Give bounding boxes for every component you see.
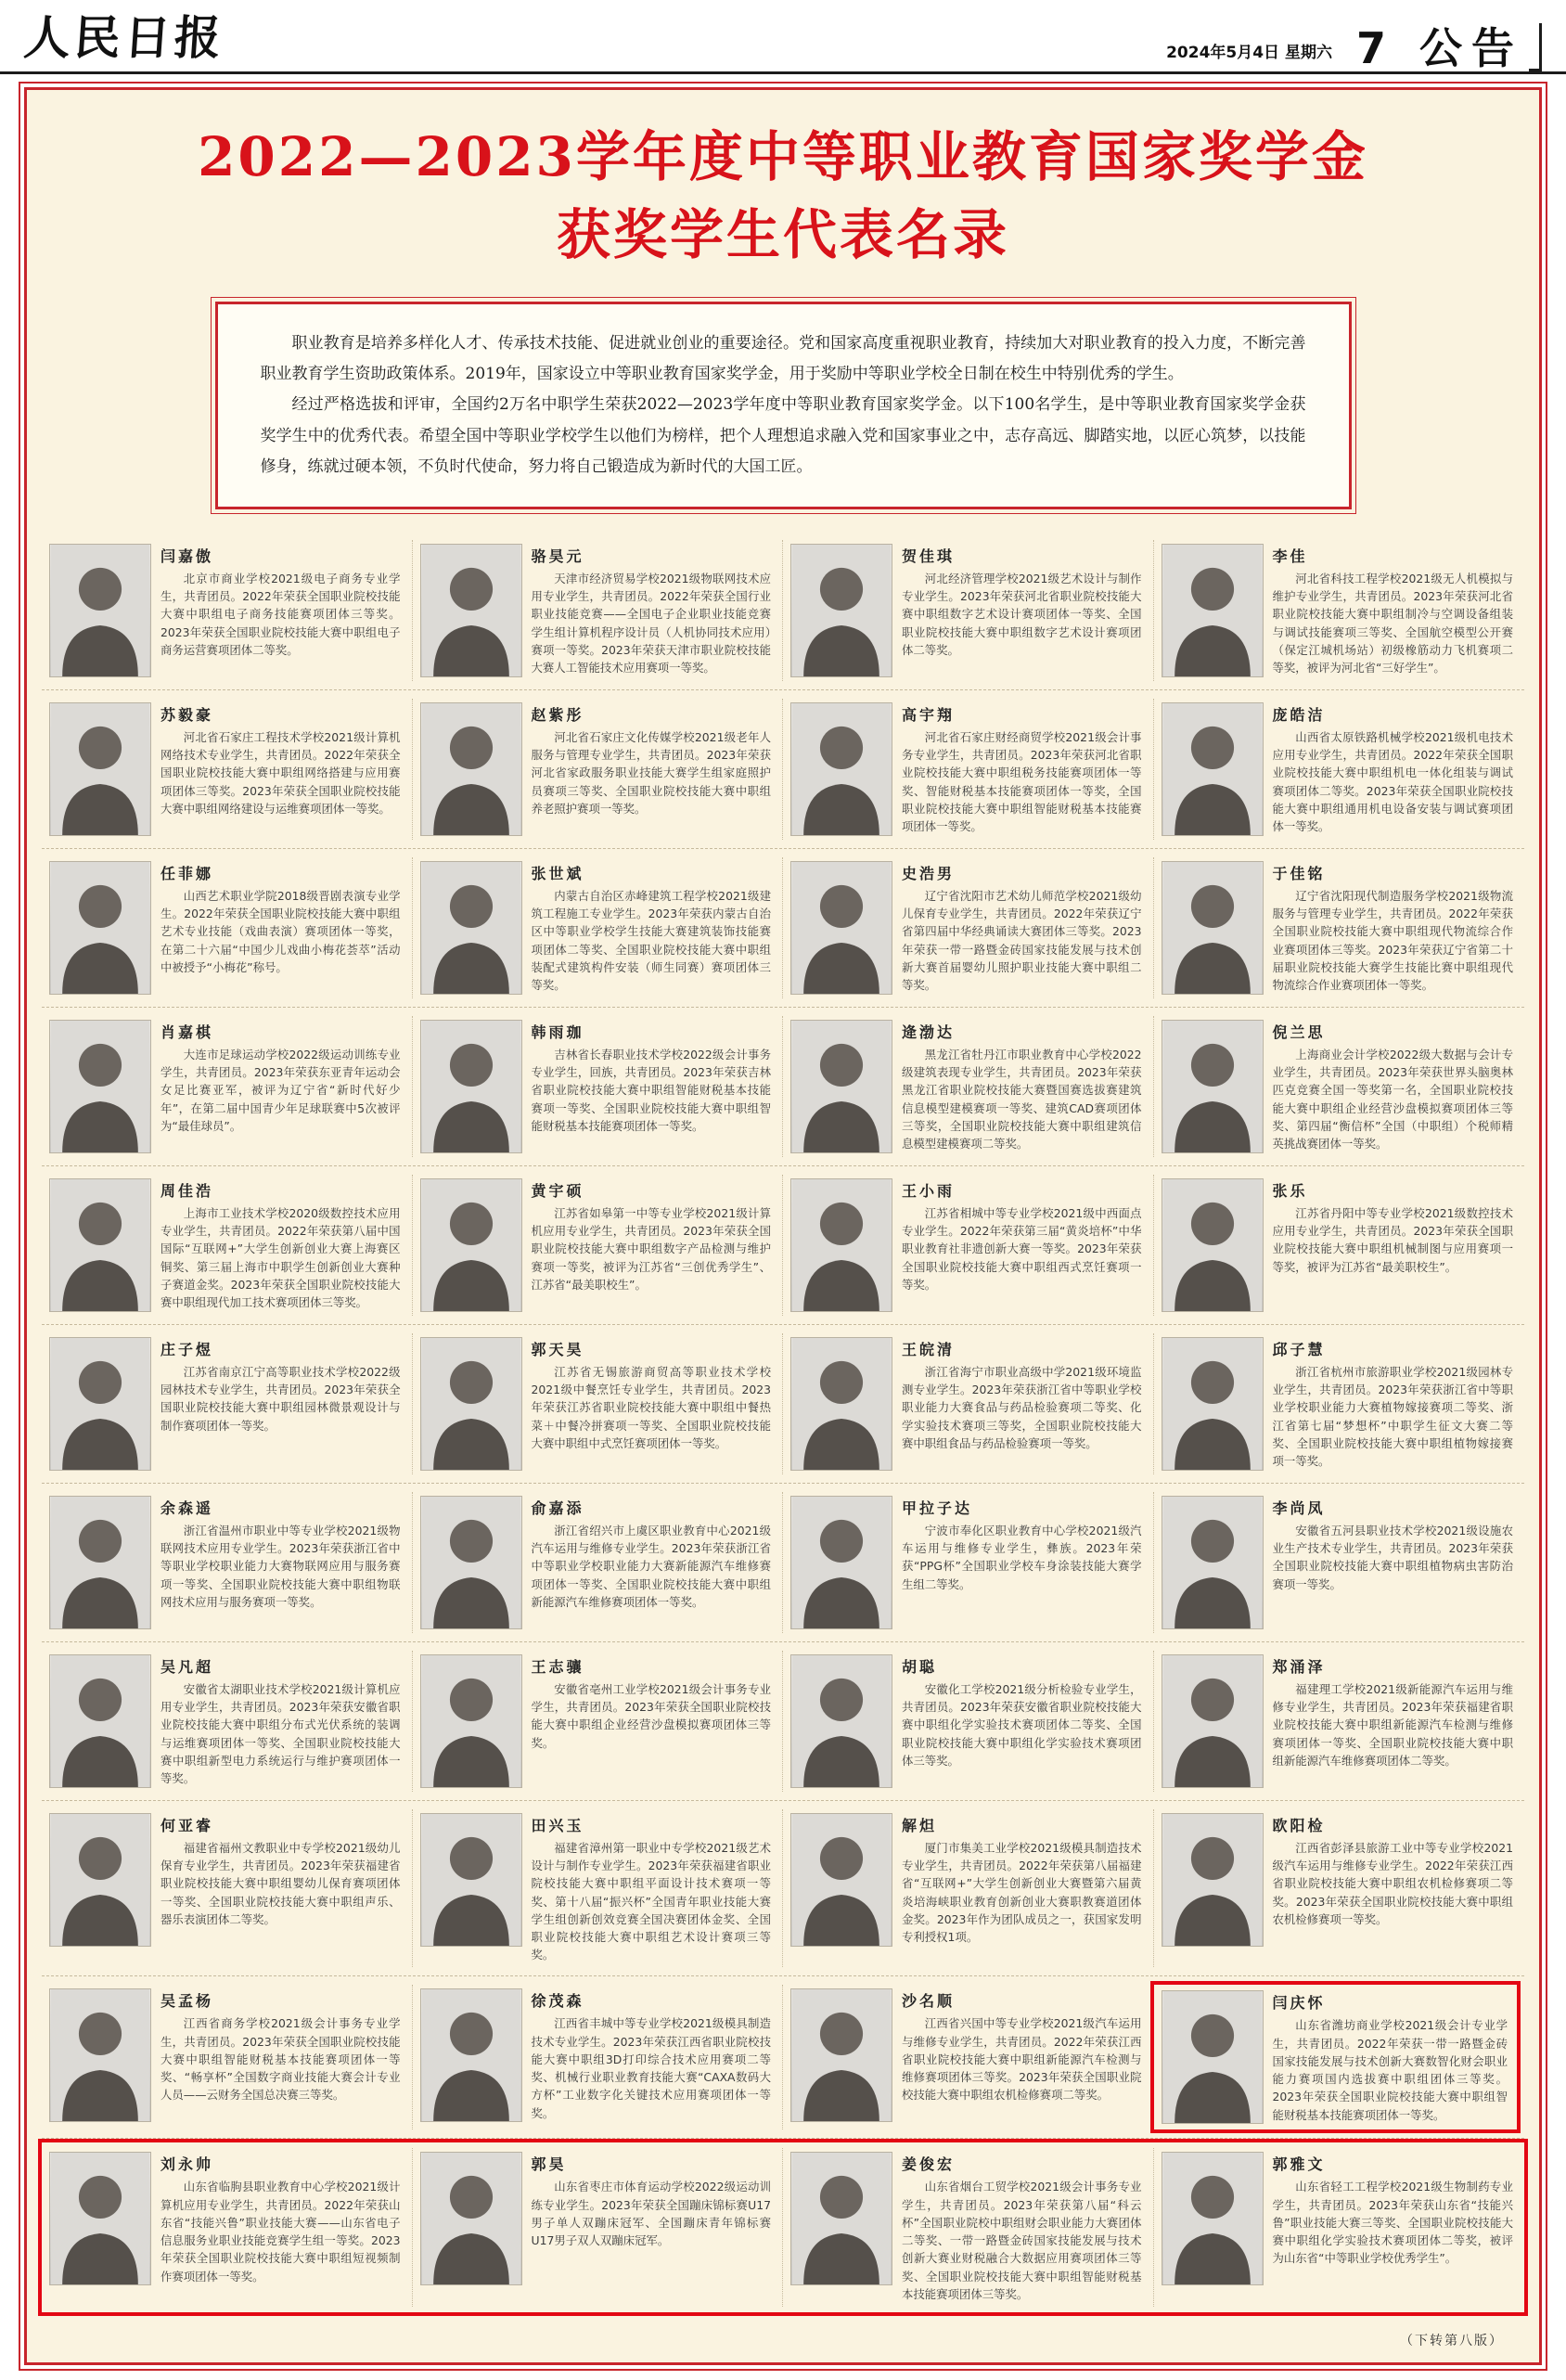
student-photo <box>790 1496 892 1629</box>
page-red-frame <box>19 82 1547 2371</box>
person-silhouette-icon <box>50 1179 150 1311</box>
student-photo <box>49 1496 151 1629</box>
student-text <box>902 1020 1144 1153</box>
student-bio: 吉林省长春职业技术学校2022级会计事务专业学生，回族，共青团员。2023年荣获吉林省职业院校技能大赛中职组智能财税基本技能赛项一等奖、全国职业院校技能大赛中职组智能财税基本技能赛项团体一等奖。 <box>531 1047 771 1133</box>
student-row <box>38 2139 1528 2316</box>
student-bio: 内蒙古自治区赤峰建筑工程学校2021级建筑工程施工专业学生。2023年荣获内蒙古自治区中等职业学校学生技能大赛建筑装饰技能赛项团体二等奖、全国职业院校技能大赛中职组装配式建筑构件安装（师生同赛）赛项团体三等奖。 <box>531 888 771 992</box>
student-bio: 山东省枣庄市体育运动学校2022级运动训练专业学生。2023年荣获全国蹦床锦标赛U17男子单人双蹦床冠军、全国蹦床青年锦标赛U17男子双人双蹦床冠军。 <box>531 2180 771 2248</box>
student-bio: 浙江省杭州市旅游职业学校2021级园林专业学生，共青团员。2023年荣获浙江省中等职业学校职业能力大赛植物嫁接赛项二等奖、浙江省第七届“梦想杯”中职学生征文大赛二等奖、全国职业院校技能大赛中职组植物嫁接赛项一等奖。 <box>1272 1364 1513 1468</box>
continuation-note: （下转第八版） <box>1400 2333 1504 2348</box>
student-card <box>413 2148 784 2307</box>
person-silhouette-icon <box>1162 1655 1263 1787</box>
student-card <box>783 1985 1154 2129</box>
student-name: 解炟 <box>902 1816 938 1834</box>
student-name: 李佳 <box>1272 547 1308 565</box>
student-text <box>902 1988 1144 2126</box>
person-silhouette-icon <box>421 545 521 676</box>
student-bio: 河北经济管理学校2021级艺术设计与制作专业学生。2023年荣获河北省职业院校技能大赛中职组数字艺术设计赛项团体一等奖、全国职业院校技能大赛中职组数字艺术设计赛项团体二等奖。 <box>902 571 1142 657</box>
student-text <box>160 861 403 995</box>
student-text <box>160 1496 403 1629</box>
student-text <box>532 544 774 677</box>
student-card <box>413 699 784 840</box>
person-silhouette-icon <box>791 1338 892 1470</box>
student-name: 吴孟杨 <box>160 1992 214 2011</box>
student-card <box>42 1809 413 1968</box>
student-text <box>160 1654 403 1788</box>
student-text <box>532 702 774 836</box>
student-bio: 安徽化工学校2021级分析检验专业学生，共青团员。2023年荣获安徽省职业院校技能大赛中职组化学实验技术赛项团体二等奖、全国职业院校技能大赛中职组化学实验技术赛项团体三等奖。 <box>902 1681 1142 1768</box>
student-card <box>413 540 784 681</box>
student-card <box>413 1809 784 1968</box>
student-text <box>160 1988 403 2126</box>
student-row <box>42 1642 1524 1801</box>
person-silhouette-icon <box>50 2153 150 2284</box>
student-text <box>1273 1813 1516 1964</box>
student-name: 骆昊元 <box>531 547 584 565</box>
student-card <box>42 857 413 998</box>
student-card <box>42 1175 413 1316</box>
student-name: 王志骧 <box>531 1657 584 1676</box>
person-silhouette-icon <box>1162 2153 1263 2284</box>
student-text <box>160 1337 403 1471</box>
student-card <box>42 1492 413 1633</box>
student-name: 甲拉子达 <box>902 1499 973 1517</box>
student-name: 赵紫彤 <box>531 705 584 724</box>
student-card <box>413 857 784 998</box>
person-silhouette-icon <box>791 1497 892 1628</box>
student-name: 王皖清 <box>902 1340 956 1358</box>
student-name: 郭昊 <box>531 2155 567 2174</box>
student-bio: 河北省石家庄财经商贸学校2021级会计事务专业学生，共青团员。2023年荣获河北省职业院校技能大赛中职组税务技能赛项团体一等奖、智能财税基本技能赛项团体一等奖，全国职业院校技能大赛中职组智能财税基本技能赛项团体一等奖。 <box>902 729 1142 833</box>
student-bio: 山东省临朐县职业教育中心学校2021级计算机应用专业学生，共青团员。2022年荣获山东省“技能兴鲁”职业技能大赛——山东省电子信息服务业职业技能竞赛学生组一等奖。2023年荣获全国职业院校技能大赛中职组短视频制作赛项团体一等奖。 <box>160 2180 401 2284</box>
student-card <box>413 1016 784 1157</box>
student-photo <box>49 2152 151 2285</box>
student-photo <box>49 1178 151 1312</box>
section-label: 公告 <box>1419 23 1523 73</box>
student-card <box>1154 2148 1525 2307</box>
student-card <box>42 1016 413 1157</box>
student-text <box>1273 1337 1516 1471</box>
person-silhouette-icon <box>421 862 521 994</box>
student-bio: 江西省兴国中等专业学校2021级汽车运用与维修专业学生，共青团员。2022年荣获江西省职业院校技能大赛中职组新能源汽车检测与维修赛项团体三等奖。2023年荣获全国职业院校技能大赛中职组农机检修赛项二等奖。 <box>902 2016 1142 2103</box>
person-silhouette-icon <box>791 1655 892 1787</box>
student-text <box>902 1654 1144 1788</box>
person-silhouette-icon <box>421 1021 521 1152</box>
student-photo <box>420 702 522 836</box>
student-name: 李尚凤 <box>1272 1499 1326 1517</box>
student-text <box>160 702 403 836</box>
student-photo <box>1162 1496 1264 1629</box>
student-name: 刘永帅 <box>160 2155 214 2174</box>
student-bio: 山东省烟台工贸学校2021级会计事务专业学生，共青团员。2023年荣获第八届“科云杯”全国职业院校中职组财会职业能力大赛团体二等奖、一带一路暨金砖国家技能发展与技术创新大赛业财税融合大数据应用赛项团体三等奖、全国职业院校技能大赛中职组智能财税基本技能赛项团体三等奖。 <box>902 2180 1142 2301</box>
person-silhouette-icon <box>421 1814 521 1946</box>
student-bio: 江苏省丹阳中等专业学校2021级数控技术应用专业学生，共青团员。2023年荣获全国职业院校技能大赛中职组机械制图与应用赛项一等奖，被评为江苏省“最美职校生”。 <box>1272 1205 1513 1274</box>
student-name: 郑涌泽 <box>1272 1657 1326 1676</box>
student-name: 周佳浩 <box>160 1181 214 1200</box>
student-text <box>902 1337 1144 1471</box>
student-text <box>160 1813 403 1964</box>
student-bio: 河北省科技工程学校2021级无人机模拟与维护专业学生，共青团员。2023年荣获河北省职业院校技能大赛中职组制冷与空调设备组装与调试技能赛项三等奖、全国航空模型公开赛（保定江城机场站）初级橡筋动力飞机赛项二等奖，被评为河北省“三好学生”。 <box>1272 571 1513 675</box>
student-photo <box>420 861 522 995</box>
student-photo <box>420 1988 522 2122</box>
student-bio: 天津市经济贸易学校2021级物联网技术应用专业学生，共青团员。2022年荣获全国行业职业技能竞赛——全国电子企业职业技能竞赛学生组计算机程序设计员（人机协同技术应用）赛项一等奖。2023年荣获天津市职业院校技能大赛人工智能技术应用赛项一等奖。 <box>531 571 771 675</box>
student-photo <box>1162 861 1264 995</box>
student-photo <box>420 1654 522 1788</box>
person-silhouette-icon <box>50 1021 150 1152</box>
student-card <box>1154 540 1525 681</box>
student-text <box>532 861 774 995</box>
student-photo <box>1162 1990 1264 2124</box>
student-card <box>413 1651 784 1792</box>
student-bio: 上海市工业技术学校2020级数控技术应用专业学生，共青团员。2022年荣获第八届中国国际“互联网+”大学生创新创业大赛上海赛区铜奖、第三届上海市中职学生创新创业大赛种子赛道金奖。2023年荣获全国职业院校技能大赛中职组现代加工技术赛项团体三等奖。 <box>160 1205 401 1309</box>
student-text <box>1273 861 1516 995</box>
student-bio: 安徽省五河县职业技术学校2021级设施农业生产技术专业学生，共青团员。2023年荣获全国职业院校技能大赛中职组植物病虫害防治赛项一等奖。 <box>1272 1523 1513 1591</box>
student-bio: 山东省轻工工程学校2021级生物制药专业学生，共青团员。2023年荣获山东省“技能兴鲁”职业技能大赛三等奖、全国职业院校技能大赛中职组化学实验技术赛项团体二等奖，被评为山东省“中等职业学校优秀学生”。 <box>1272 2180 1513 2266</box>
student-card <box>1154 1016 1525 1157</box>
page-title-line1: 2022—2023学年度中等职业教育国家奖学金 <box>198 125 1368 188</box>
intro-paragraph-2: 经过严格选拔和评审，全国约2万名中职学生荣获2022—2023学年度中等职业教育国家奖学金。以下100名学生，是中等职业教育国家奖学金获奖学生中的优秀代表。希望全国中等职业学校学生以他们为榜样，把个人理想追求融入党和国家事业之中，志存高远、脚踏实地，以匠心筑梦，以技能修身，练就过硬本领，不负时代使命，努力将自己锻造成为新时代的大国工匠。 <box>260 395 1306 476</box>
student-card <box>783 699 1154 840</box>
student-photo <box>790 702 892 836</box>
student-card <box>42 2148 413 2307</box>
person-silhouette-icon <box>421 2153 521 2284</box>
student-photo <box>790 2152 892 2285</box>
intro-paragraph-1: 职业教育是培养多样化人才、传承技术技能、促进就业创业的重要途径。党和国家高度重视职业教育，持续加大对职业教育的投入力度，不断完善职业教育学生资助政策体系。2019年，国家设立中等职业教育国家奖学金，用于奖励中等职业学校全日制在校生中特别优秀的学生。 <box>260 334 1306 384</box>
student-bio: 江西省彭泽县旅游工业中等专业学校2021级汽车运用与维修专业学生。2022年荣获江西省职业院校技能大赛中职组农机检修赛项二等奖。2023年荣获全国职业院校技能大赛中职组农机检修赛项一等奖。 <box>1272 1840 1513 1926</box>
student-name: 任菲娜 <box>160 864 214 882</box>
student-bio: 福建理工学校2021级新能源汽车运用与维修专业学生，共青团员。2023年荣获福建省职业院校技能大赛中职组新能源汽车检测与维修赛项团体一等奖、全国职业院校技能大赛中职组新能源汽车维修赛项团体二等奖。 <box>1272 1681 1513 1768</box>
student-bio: 河北省石家庄工程技术学校2021级计算机网络技术专业学生，共青团员。2022年荣获全国职业院校技能大赛中职组网络搭建与应用赛项团体三等奖。2023年荣获全国职业院校技能大赛中职组网络建设与运维赛项团体一等奖。 <box>160 729 401 816</box>
student-text <box>532 1496 774 1629</box>
masthead-logo: 人民日报 <box>21 10 226 65</box>
student-text <box>902 702 1144 836</box>
student-card <box>783 1492 1154 1633</box>
student-bio: 江西省丰城中等专业学校2021级模具制造技术专业学生。2023年荣获江西省职业院校技能大赛中职组3D打印综合技术应用赛项二等奖、机械行业职业教育技能大赛“CAXA数码大方杯”工业数字化关键技术应用赛项团体一等奖。 <box>531 2016 771 2120</box>
student-name: 欧阳检 <box>1272 1816 1326 1834</box>
student-text <box>1273 1990 1510 2124</box>
intro-box <box>215 302 1352 509</box>
student-text <box>1273 1178 1516 1312</box>
student-text <box>160 544 403 677</box>
student-text <box>1273 1496 1516 1629</box>
person-silhouette-icon <box>791 862 892 994</box>
person-silhouette-icon <box>421 1989 521 2121</box>
student-bio: 福建省漳州第一职业中专学校2021级艺术设计与制作专业学生。2023年荣获福建省职业院校技能大赛中职组平面设计技术赛项一等奖、第十八届“振兴杯”全国青年职业技能大赛学生组创新创效竞赛全国决赛团体金奖、全国职业院校技能大赛中职组艺术设计赛项三等奖。 <box>531 1840 771 1962</box>
student-card <box>1150 1981 1521 2133</box>
student-bio: 安徽省太湖职业技术学校2021级计算机应用专业学生，共青团员。2023年荣获安徽省职业院校技能大赛中职组分布式光伏系统的装调与运维赛项团体一等奖、全国职业院校技能大赛中职组新型电力系统运行与维护赛项团体一等奖。 <box>160 1681 401 1785</box>
student-card <box>413 1175 784 1316</box>
student-text <box>902 1813 1144 1964</box>
student-photo <box>790 861 892 995</box>
student-name: 邱子慧 <box>1272 1340 1326 1358</box>
student-bio: 江西省商务学校2021级会计事务专业学生，共青团员。2023年荣获全国职业院校技能大赛中职组智能财税基本技能赛项团体一等奖、“畅享杯”全国数字商业技能大赛会计专业人员——云财务全国总决赛三等奖。 <box>160 2016 401 2103</box>
student-name: 贺佳琪 <box>902 547 956 565</box>
student-photo <box>420 1337 522 1471</box>
student-name: 史浩男 <box>902 864 956 882</box>
student-name: 田兴玉 <box>531 1816 584 1834</box>
person-silhouette-icon <box>791 1021 892 1152</box>
person-silhouette-icon <box>1162 1179 1263 1311</box>
student-row <box>42 1325 1524 1484</box>
student-name: 郭雅文 <box>1272 2155 1326 2174</box>
student-name: 黄宇硕 <box>531 1181 584 1200</box>
student-bio: 江苏省相城中等专业学校2021级中西面点专业学生。2022年荣获第三届“黄炎培杯”中华职业教育社非遗创新大赛一等奖。2023年荣获全国职业院校技能大赛中职组西式烹饪赛项一等奖。 <box>902 1205 1142 1292</box>
student-text <box>160 2152 403 2303</box>
person-silhouette-icon <box>421 1179 521 1311</box>
student-bio: 宁波市奉化区职业教育中心学校2021级汽车运用与维修专业学生，彝族。2023年荣获“PPG杯”全国职业学校车身涂装技能大赛学生组二等奖。 <box>902 1523 1142 1591</box>
student-text <box>902 1496 1144 1629</box>
person-silhouette-icon <box>50 703 150 835</box>
student-text <box>1273 544 1516 677</box>
student-card <box>1154 1175 1525 1316</box>
student-row <box>42 1976 1524 2139</box>
student-name: 逄渤达 <box>902 1023 956 1041</box>
student-name: 高宇翔 <box>902 705 956 724</box>
person-silhouette-icon <box>421 1497 521 1628</box>
person-silhouette-icon <box>1162 1497 1263 1628</box>
student-photo <box>790 544 892 677</box>
student-bio: 山西艺术职业学院2018级晋剧表演专业学生。2022年荣获全国职业院校技能大赛中职组艺术专业技能（戏曲表演）赛项团体一等奖，在第二十六届“中国少儿戏曲小梅花荟萃”活动中被授予“小梅花”称号。 <box>160 888 401 974</box>
person-silhouette-icon <box>1162 545 1263 676</box>
student-row <box>42 690 1524 849</box>
student-text <box>1273 1654 1516 1788</box>
student-bio: 大连市足球运动学校2022级运动训练专业学生，共青团员。2023年荣获东亚青年运动会女足比赛亚军，被评为辽宁省“新时代好少年”，在第二届中国青少年足球联赛中5次被评为“最佳球员”。 <box>160 1047 401 1133</box>
student-photo <box>1162 1337 1264 1471</box>
person-silhouette-icon <box>50 1989 150 2121</box>
student-photo <box>1162 1813 1264 1947</box>
person-silhouette-icon <box>791 2153 892 2284</box>
student-card <box>42 1651 413 1792</box>
newspaper-header <box>0 0 1566 74</box>
student-name: 俞嘉添 <box>531 1499 584 1517</box>
student-photo <box>790 1337 892 1471</box>
person-silhouette-icon <box>791 1814 892 1946</box>
student-row <box>42 1801 1524 1977</box>
student-name: 郭天昊 <box>531 1340 584 1358</box>
student-name: 闫庆怀 <box>1272 1994 1326 2013</box>
student-name: 何亚睿 <box>160 1816 214 1834</box>
student-name: 庄子煜 <box>160 1340 214 1358</box>
student-bio: 福建省福州文教职业中专学校2021级幼儿保育专业学生，共青团员。2023年荣获福建省职业院校技能大赛中职组婴幼儿保育赛项团体一等奖、全国职业院校技能大赛中职组声乐、器乐表演团体二等奖。 <box>160 1840 401 1926</box>
student-card <box>783 1175 1154 1316</box>
person-silhouette-icon <box>50 1655 150 1787</box>
student-photo <box>1162 1178 1264 1312</box>
student-photo <box>49 1654 151 1788</box>
student-row <box>42 1166 1524 1325</box>
student-text <box>532 1988 774 2126</box>
student-photo <box>49 544 151 677</box>
person-silhouette-icon <box>50 1338 150 1470</box>
student-name: 苏毅豪 <box>160 705 214 724</box>
student-text <box>1273 2152 1516 2303</box>
person-silhouette-icon <box>50 545 150 676</box>
student-name: 王小雨 <box>902 1181 956 1200</box>
student-text <box>532 1178 774 1312</box>
student-text <box>532 1654 774 1788</box>
person-silhouette-icon <box>421 1338 521 1470</box>
page-number: 7 <box>1355 23 1395 73</box>
student-card <box>783 1333 1154 1474</box>
issue-date: 2024年5月4日 星期六 <box>1166 44 1332 62</box>
student-card <box>1154 699 1525 840</box>
student-card <box>413 1492 784 1633</box>
person-silhouette-icon <box>791 703 892 835</box>
student-card <box>1154 1333 1525 1474</box>
person-silhouette-icon <box>1162 1021 1263 1152</box>
student-name: 吴凡超 <box>160 1657 214 1676</box>
student-bio: 山东省潍坊商业学校2021级会计专业学生，共青团员。2022年荣获一带一路暨金砖国家技能发展与技术创新大赛数智化财会职业能力赛项国内选拔赛中职组团体三等奖。2023年荣获全国职业院校技能大赛中职组智能财税基本技能赛项团体一等奖。 <box>1272 2018 1508 2122</box>
student-photo <box>420 1496 522 1629</box>
student-text <box>532 1020 774 1153</box>
student-text <box>902 861 1144 995</box>
student-text <box>902 2152 1144 2303</box>
page-content-area <box>24 87 1542 2365</box>
page-title-line2: 获奖学生代表名录 <box>556 203 1009 267</box>
student-name: 胡聪 <box>902 1657 938 1676</box>
student-photo <box>420 544 522 677</box>
student-row <box>42 532 1524 690</box>
student-text <box>532 1337 774 1471</box>
student-bio: 河北省石家庄文化传媒学校2021级老年人服务与管理专业学生，共青团员。2023年荣获河北省家政服务职业技能大赛学生组家庭照护员赛项三等奖、全国职业院校技能大赛中职组养老照护赛项一等奖。 <box>531 729 771 816</box>
person-silhouette-icon <box>1162 1814 1263 1946</box>
student-photo <box>420 1813 522 1947</box>
student-photo <box>420 1020 522 1153</box>
student-text <box>1273 702 1516 836</box>
student-photo <box>420 1178 522 1312</box>
student-photo <box>790 1178 892 1312</box>
student-bio: 浙江省温州市职业中等专业学校2021级物联网技术应用专业学生。2023年荣获浙江省中等职业学校职业能力大赛物联网应用与服务赛项一等奖、全国职业院校技能大赛中职组物联网技术应用与服务赛项一等奖。 <box>160 1523 401 1609</box>
student-bio: 黑龙江省牡丹江市职业教育中心学校2022级建筑表现专业学生，共青团员。2023年荣获黑龙江省职业院校技能大赛暨国赛选拔赛建筑信息模型建模赛项一等奖、建筑CAD赛项团体三等奖，全国职业院校技能大赛中职组建筑信息模型建模赛项二等奖。 <box>902 1047 1142 1151</box>
student-bio: 辽宁省沈阳市艺术幼儿师范学校2021级幼儿保育专业学生，共青团员。2022年荣获辽宁省第四届中华经典诵读大赛团体三等奖。2023年荣获一带一路暨金砖国家技能发展与技术创新大赛首届婴幼儿照护职业技能大赛中职组二等奖。 <box>902 888 1142 992</box>
student-name: 庞皓洁 <box>1272 705 1326 724</box>
person-silhouette-icon <box>791 1179 892 1311</box>
student-card <box>42 1333 413 1474</box>
student-name: 闫嘉傲 <box>160 547 214 565</box>
corner-bracket-rule <box>1529 23 1542 71</box>
student-photo <box>420 2152 522 2285</box>
student-grid <box>42 532 1524 2316</box>
student-card <box>42 699 413 840</box>
person-silhouette-icon <box>791 545 892 676</box>
student-bio: 辽宁省沈阳现代制造服务学校2021级物流服务与管理专业学生，共青团员。2022年荣获全国职业院校技能大赛中职组现代物流综合作业赛项团体三等奖。2023年荣获辽宁省第二十届职业院校技能大赛学生技能比赛中职组现代物流综合作业赛项团体一等奖。 <box>1272 888 1513 992</box>
student-card <box>1154 1809 1525 1968</box>
person-silhouette-icon <box>50 1814 150 1946</box>
student-photo <box>790 1813 892 1947</box>
student-card <box>1154 857 1525 998</box>
person-silhouette-icon <box>1162 1991 1263 2123</box>
student-bio: 厦门市集美工业学校2021级模具制造技术专业学生，共青团员。2022年荣获第八届福建省“互联网+”大学生创新创业大赛暨第六届黄炎培海峡职业教育创新创业大赛职教赛道团体金奖。2023年作为团队成员之一，获国家发明专利授权1项。 <box>902 1840 1142 1944</box>
student-card <box>42 1985 413 2129</box>
student-photo <box>49 1813 151 1947</box>
person-silhouette-icon <box>1162 1338 1263 1470</box>
student-bio: 北京市商业学校2021级电子商务专业学生，共青团员。2022年荣获全国职业院校技能大赛中职组电子商务技能赛项团体三等奖。2023年荣获全国职业院校技能大赛中职组电子商务运营赛项团体二等奖。 <box>160 571 401 657</box>
student-card <box>783 1651 1154 1792</box>
student-bio: 浙江省绍兴市上虞区职业教育中心2021级汽车运用与维修专业学生。2023年荣获浙江省中等职业学校职业能力大赛新能源汽车维修赛项团体一等奖、全国职业院校技能大赛中职组新能源汽车维修赛项团体一等奖。 <box>531 1523 771 1609</box>
student-photo <box>1162 1654 1264 1788</box>
person-silhouette-icon <box>421 1655 521 1787</box>
student-bio: 浙江省海宁市职业高级中学2021级环境监测专业学生。2023年荣获浙江省中等职业学校职业能力大赛食品与药品检验赛项二等奖、化学实验技术赛项三等奖，全国职业院校技能大赛中职组食品与药品检验赛项一等奖。 <box>902 1364 1142 1450</box>
student-bio: 江苏省无锡旅游商贸高等职业技术学校2021级中餐烹饪专业学生，共青团员。2023年荣获江苏省职业院校技能大赛中职组中餐热菜＋中餐冷拼赛项一等奖、全国职业院校技能大赛中职组中式烹饪赛项团体一等奖。 <box>531 1364 771 1450</box>
student-row <box>42 1008 1524 1166</box>
student-text <box>532 2152 774 2303</box>
page-title <box>42 118 1524 274</box>
person-silhouette-icon <box>50 1497 150 1628</box>
student-photo <box>1162 702 1264 836</box>
student-photo <box>790 1020 892 1153</box>
student-text <box>902 1178 1144 1312</box>
person-silhouette-icon <box>791 1989 892 2121</box>
student-photo <box>49 702 151 836</box>
student-row <box>42 849 1524 1008</box>
student-card <box>783 857 1154 998</box>
student-name: 肖嘉棋 <box>160 1023 214 1041</box>
student-bio: 江苏省如皋第一中等专业学校2021级计算机应用专业学生，共青团员。2023年荣获全国职业院校技能大赛中职组数字产品检测与维护赛项一等奖，被评为江苏省“三创优秀学生”、江苏省“最美职校生”。 <box>531 1205 771 1292</box>
student-card <box>783 1016 1154 1157</box>
student-text <box>532 1813 774 1964</box>
student-card <box>1154 1492 1525 1633</box>
student-photo <box>49 861 151 995</box>
student-name: 倪兰思 <box>1272 1023 1326 1041</box>
student-name: 余森遥 <box>160 1499 214 1517</box>
page-number-and-section <box>1355 23 1523 73</box>
student-card <box>413 1985 784 2129</box>
student-text <box>1273 1020 1516 1153</box>
student-name: 姜俊宏 <box>902 2155 956 2174</box>
student-bio: 安徽省亳州工业学校2021级会计事务专业学生，共青团员。2023年荣获全国职业院校技能大赛中职组企业经营沙盘模拟赛项团体三等奖。 <box>531 1681 771 1750</box>
person-silhouette-icon <box>1162 862 1263 994</box>
student-card <box>413 1333 784 1474</box>
student-name: 韩雨珈 <box>531 1023 584 1041</box>
student-name: 沙名顺 <box>902 1992 956 2011</box>
student-bio: 江苏省南京江宁高等职业技术学校2022级园林技术专业学生，共青团员。2023年荣获全国职业院校技能大赛中职组园林微景观设计与制作赛项团体一等奖。 <box>160 1364 401 1433</box>
student-photo <box>49 1337 151 1471</box>
student-card <box>783 540 1154 681</box>
student-name: 张乐 <box>1272 1181 1308 1200</box>
student-row <box>42 1484 1524 1642</box>
student-bio: 上海商业会计学校2022级大数据与会计专业学生，共青团员。2023年荣获世界头脑奥林匹克竞赛全国一等奖第一名，全国职业院校技能大赛中职组企业经营沙盘模拟赛项团体三等奖、第四届“衡信杯”全国（中职组）个税师精英挑战赛团体一等奖。 <box>1272 1047 1513 1151</box>
student-name: 于佳铭 <box>1272 864 1326 882</box>
student-card <box>783 1809 1154 1968</box>
student-card <box>42 540 413 681</box>
student-card <box>783 2148 1154 2307</box>
student-text <box>902 544 1144 677</box>
student-photo <box>49 1988 151 2122</box>
student-text <box>160 1178 403 1312</box>
person-silhouette-icon <box>50 862 150 994</box>
student-card <box>1154 1651 1525 1792</box>
student-photo <box>790 1988 892 2122</box>
student-photo <box>1162 2152 1264 2285</box>
student-photo <box>790 1654 892 1788</box>
student-name: 张世斌 <box>531 864 584 882</box>
person-silhouette-icon <box>421 703 521 835</box>
student-name: 徐茂森 <box>531 1992 584 2011</box>
person-silhouette-icon <box>1162 703 1263 835</box>
student-photo <box>1162 1020 1264 1153</box>
student-photo <box>1162 544 1264 677</box>
student-text <box>160 1020 403 1153</box>
student-photo <box>49 1020 151 1153</box>
student-bio: 山西省太原铁路机械学校2021级机电技术应用专业学生，共青团员。2022年荣获全国职业院校技能大赛中职组机电一体化组装与调试赛项团体二等奖。2023年荣获全国职业院校技能大赛中职组通用机电设备安装与调试赛项团体一等奖。 <box>1272 729 1513 833</box>
